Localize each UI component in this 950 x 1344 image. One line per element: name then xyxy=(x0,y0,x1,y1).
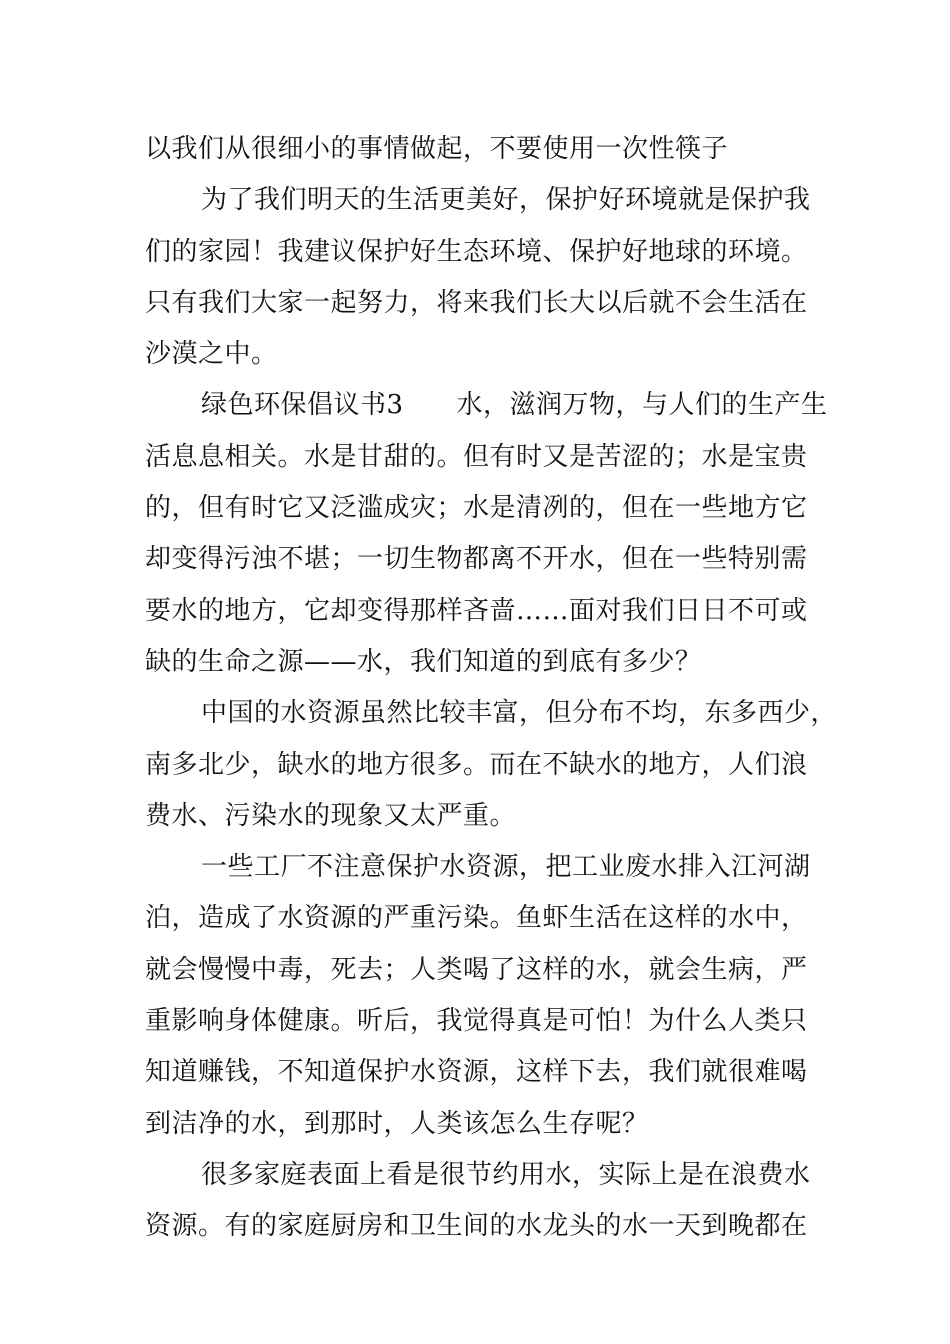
text-line: 泊，造成了水资源的严重污染。鱼虾生活在这样的水中， xyxy=(145,903,808,934)
text-line: 的，但有时它又泛滥成灾；水是清冽的，但在一些地方它 xyxy=(145,493,808,524)
document-body xyxy=(145,126,838,1255)
text-line: 们的家园！我建议保护好生态环境、保护好地球的环境。 xyxy=(145,236,808,267)
text-line: 资源。有的家庭厨房和卫生间的水龙头的水一天到晚都在 xyxy=(145,1211,808,1242)
text-line: 只有我们大家一起努力，将来我们长大以后就不会生活在 xyxy=(145,287,808,318)
text-line: 费水、污染水的现象又太严重。 xyxy=(145,800,517,831)
text-line: 知道赚钱，不知道保护水资源，这样下去，我们就很难喝 xyxy=(145,1057,808,1088)
text-line: 以我们从很细小的事情做起，不要使用一次性筷子 xyxy=(145,134,729,164)
text-line: 活息息相关。水是甘甜的。但有时又是苦涩的；水是宝贵 xyxy=(145,441,808,472)
text-line: 一些工厂不注意保护水资源，把工业废水排入江河湖 xyxy=(201,852,811,883)
text-line: 就会慢慢中毒，死去；人类喝了这样的水，就会生病，严 xyxy=(145,954,808,985)
text-line: 中国的水资源虽然比较丰富，但分布不均，东多西少， xyxy=(201,698,838,729)
text-line: 南多北少，缺水的地方很多。而在不缺水的地方，人们浪 xyxy=(145,749,808,780)
text-line: 重影响身体健康。听后，我觉得真是可怕！为什么人类只 xyxy=(145,1006,808,1037)
text-line: 缺的生命之源——水，我们知道的到底有多少？ xyxy=(145,646,702,677)
text-line: 为了我们明天的生活更美好，保护好环境就是保护我 xyxy=(201,185,811,216)
text-line: 绿色环保倡议书3 水，滋润万物，与人们的生产生 xyxy=(201,390,828,421)
text-line: 沙漠之中。 xyxy=(145,339,278,370)
text-line: 很多家庭表面上看是很节约用水，实际上是在浪费水 xyxy=(201,1159,811,1190)
text-line: 到洁净的水，到那时，人类该怎么生存呢？ xyxy=(145,1108,649,1139)
text-line: 却变得污浊不堪；一切生物都离不开水，但在一些特别需 xyxy=(145,544,808,575)
text-line: 要水的地方，它却变得那样吝啬……面对我们日日不可或 xyxy=(145,595,808,626)
